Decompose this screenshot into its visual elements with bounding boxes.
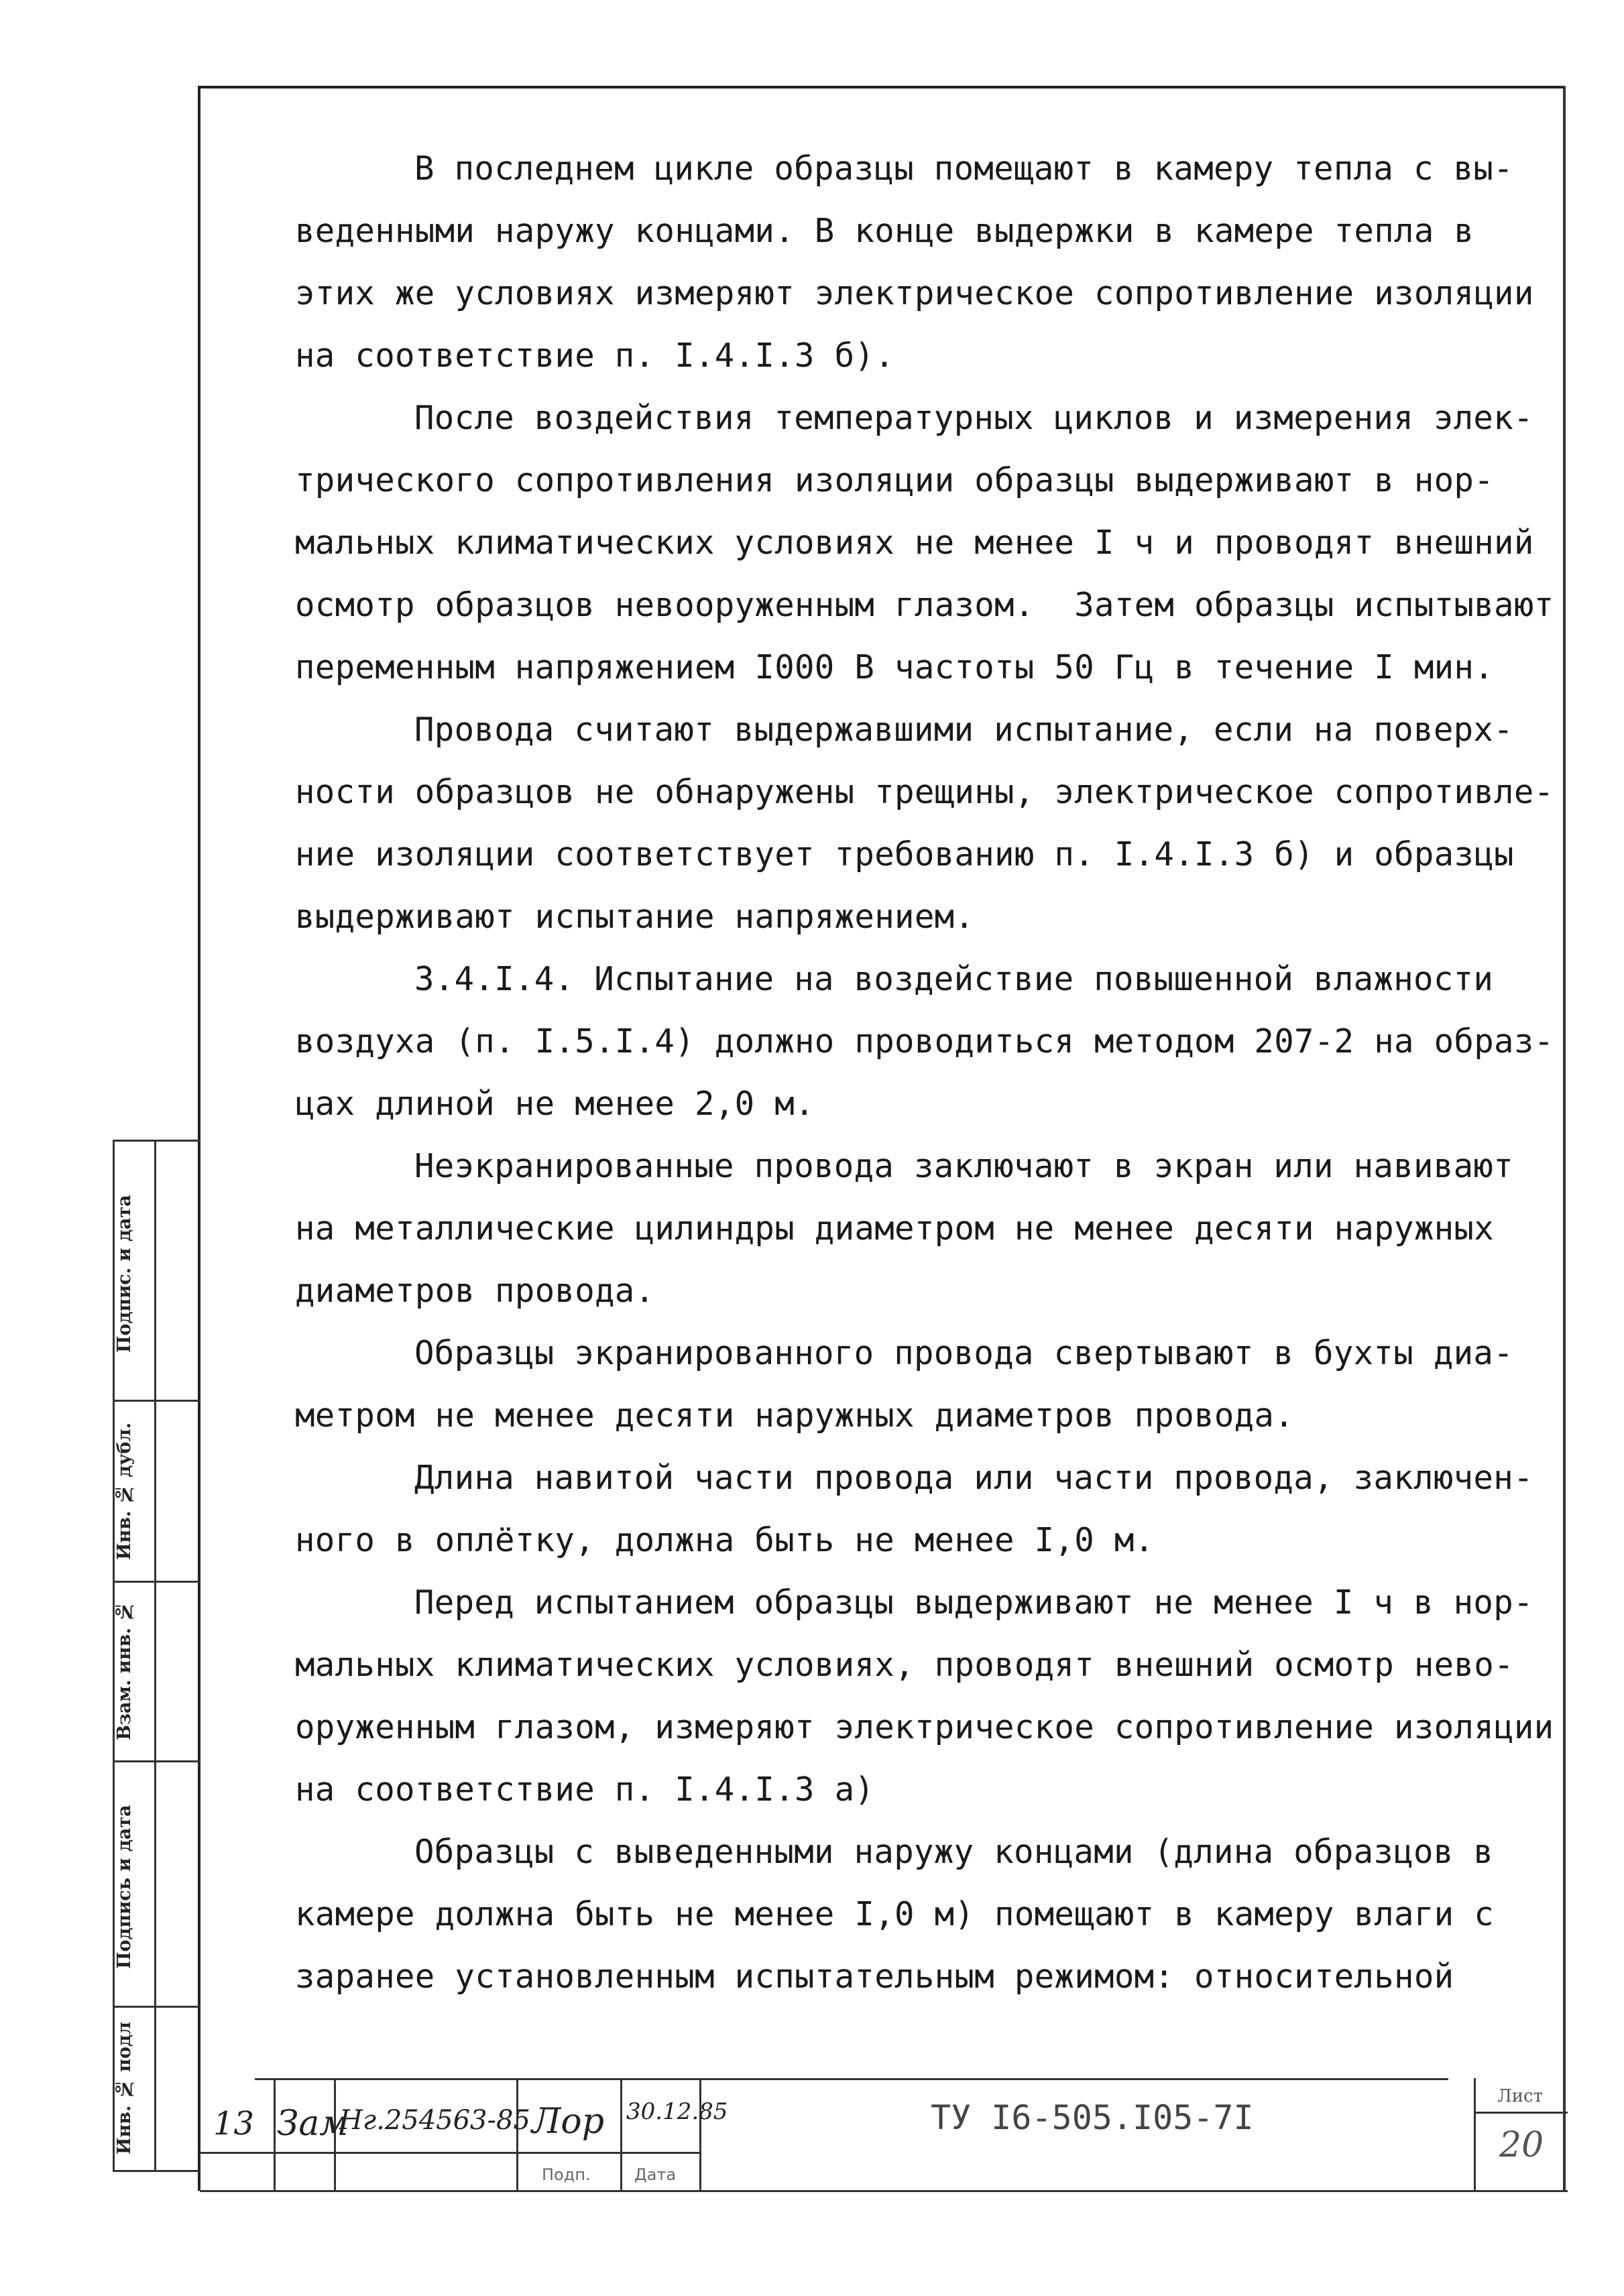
title-block-sheet-line [1474, 2112, 1568, 2114]
text-line: Перед испытанием образцы выдерживают не менее I ч в нор- [414, 1583, 1533, 1622]
text-line: После воздействия температурных циклов и измерения элек- [414, 399, 1533, 437]
side-label-signature-date-original: Подпись и дата [114, 1805, 135, 1970]
text-line: Длина навитой части провода или части провода, заключен- [414, 1459, 1533, 1497]
title-block-divider [620, 2078, 622, 2192]
text-line: на металлические цилиндры диаметром не менее десяти наружных [295, 1209, 1495, 1248]
document-code: ТУ I6-505.I05-7I [931, 2098, 1254, 2137]
sheet-number: 20 [1499, 2125, 1544, 2165]
notice-number: Нг.254563-85 [339, 2105, 530, 2136]
text-line: заранее установленным испытательным режимом: относительной [295, 1957, 1454, 1996]
side-label-duplicate-inventory: Инв. № дубл. [114, 1423, 135, 1561]
side-stamp-divider [113, 1400, 200, 1402]
caption-signature: Подп. [542, 2165, 591, 2184]
text-line: трического сопротивления изоляции образцы выдерживают в нор- [295, 461, 1495, 499]
text-line: В последнем цикле образцы помещают в камеру тепла с вы- [414, 149, 1514, 188]
text-line: Провода считают выдержавшими испытание, если на поверх- [414, 711, 1514, 749]
title-block [200, 2078, 1568, 2192]
page-frame-top [198, 86, 1566, 88]
signature-date: 30.12.85 [626, 2098, 728, 2125]
text-line: выдерживают испытание напряжением. [295, 898, 975, 936]
side-label-replacement-inventory: Взам. инв. № [114, 1600, 135, 1741]
text-line: ние изоляции соответствует требованию п. I.4.I.3 б) и образцы [295, 835, 1514, 873]
side-stamp-divider [154, 1140, 156, 2172]
title-block-bottom-line [200, 2190, 1568, 2192]
text-line: ности образцов не обнаружены трещины, электрическое сопротивле- [295, 773, 1554, 811]
text-line: 3.4.I.4. Испытание на воздействие повышенной влажности [414, 960, 1494, 998]
text-line: мальных климатических условиях, проводят внешний осмотр нево- [295, 1646, 1514, 1684]
text-line: камере должна быть не менее I,0 м) помещают в камеру влаги с [295, 1895, 1495, 1933]
side-label-signature-date: Подпис. и дата [114, 1195, 135, 1353]
side-label-original-inventory: Инв. № подл [114, 2021, 135, 2155]
side-stamp-divider [113, 1760, 200, 1762]
side-stamp-divider [113, 2170, 200, 2172]
side-stamp-divider [113, 1140, 200, 1142]
text-line: этих же условиях измеряют электрическое сопротивление изоляции [295, 274, 1534, 312]
text-line: переменным напряжением I000 В частоты 50 Гц в течение I мин. [295, 648, 1495, 686]
caption-date: Дата [634, 2165, 677, 2184]
text-line: Образцы с выведенными наружу концами (длина образцов в [414, 1833, 1494, 1871]
side-stamp [113, 1140, 200, 2172]
title-block-divider [274, 2078, 276, 2192]
text-line: оруженным глазом, измеряют электрическое сопротивление изоляции [295, 1708, 1554, 1746]
text-line: диаметров провода. [295, 1272, 655, 1310]
text-line: Образцы экранированного провода свертывают в бухты диа- [414, 1334, 1514, 1372]
text-line: на соответствие п. I.4.I.3 а) [295, 1770, 875, 1809]
change-number: 13 [213, 2105, 255, 2142]
text-line: ного в оплётку, должна быть не менее I,0 м. [295, 1521, 1155, 1559]
title-block-sheet-divider [1474, 2078, 1476, 2192]
text-line: метром не менее десяти наружных диаметров провода. [295, 1396, 1295, 1435]
sheet-label: Лист [1497, 2086, 1543, 2106]
text-line: Неэкранированные провода заключают в экран или навивают [414, 1147, 1514, 1185]
replace-mark: Зам [277, 2104, 349, 2144]
title-block-top-line [255, 2078, 1448, 2080]
title-block-divider [699, 2078, 701, 2192]
text-line: мальных климатических условиях не менее I ч и проводят внешний [295, 524, 1534, 562]
document-body [295, 137, 1554, 2008]
text-line: цах длиной не менее 2,0 м. [295, 1085, 815, 1123]
page-frame-right [1563, 86, 1566, 2191]
text-line: воздуха (п. I.5.I.4) должно проводиться методом 207-2 на образ- [295, 1022, 1554, 1061]
signature: Лор [532, 2102, 604, 2142]
text-line: на соответствие п. I.4.I.3 б). [295, 337, 895, 375]
side-stamp-divider [113, 1581, 200, 1583]
text-line: осмотр образцов невооруженным глазом. Затем образцы испытывают [295, 586, 1554, 624]
text-line: веденными наружу концами. В конце выдержки в камере тепла в [295, 212, 1474, 250]
side-stamp-divider [113, 2006, 200, 2008]
